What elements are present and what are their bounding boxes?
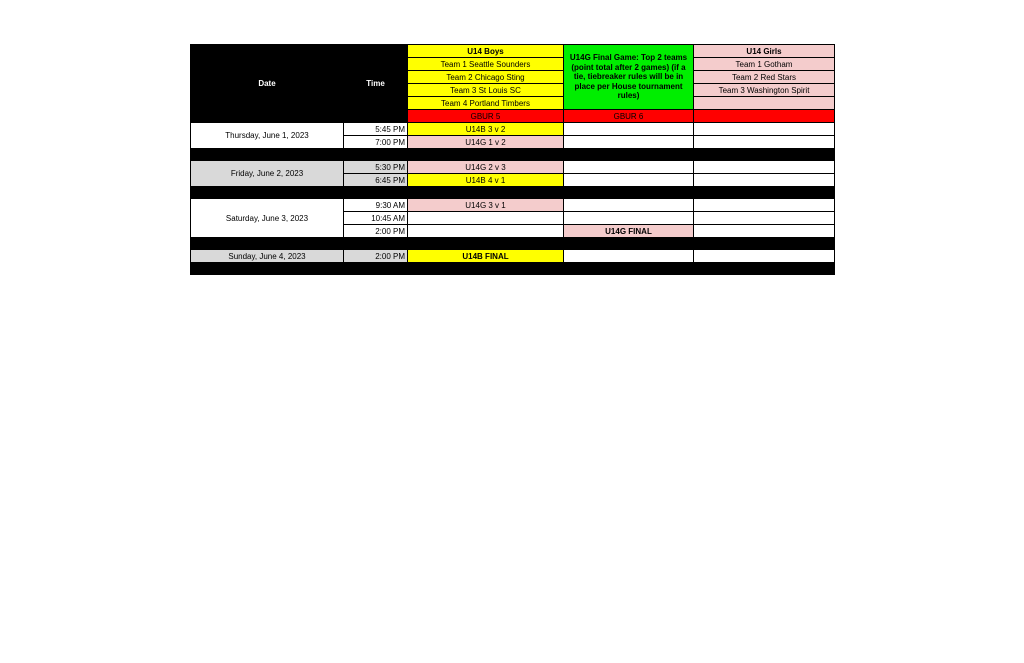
slot-field-3 bbox=[694, 161, 835, 174]
slot-field-3 bbox=[694, 123, 835, 136]
slot-field-2 bbox=[564, 250, 694, 263]
slot-field-1: U14B FINAL bbox=[408, 250, 564, 263]
slot-time: 5:30 PM bbox=[344, 161, 408, 174]
girls-team: Team 2 Red Stars bbox=[694, 71, 835, 84]
schedule-table bbox=[190, 44, 835, 275]
slot-time: 6:45 PM bbox=[344, 174, 408, 187]
day-date: Friday, June 2, 2023 bbox=[191, 161, 344, 187]
field-2-label: GBUR 6 bbox=[564, 110, 694, 123]
field-3-label bbox=[694, 110, 835, 123]
slot-time: 2:00 PM bbox=[344, 250, 408, 263]
slot-field-3 bbox=[694, 212, 835, 225]
final-game-note: U14G Final Game: Top 2 teams (point total after 2 games) (if a tie, tiebreaker rules will be in place per House tournament rules) bbox=[564, 45, 694, 110]
slot-time: 7:00 PM bbox=[344, 136, 408, 149]
day-separator bbox=[191, 149, 835, 161]
day-date: Saturday, June 3, 2023 bbox=[191, 199, 344, 238]
field-1-label: GBUR 5 bbox=[408, 110, 564, 123]
slot-field-1: U14G 3 v 1 bbox=[408, 199, 564, 212]
day-separator bbox=[191, 238, 835, 250]
slot-field-1: U14B 3 v 2 bbox=[408, 123, 564, 136]
boys-team: Team 3 St Louis SC bbox=[408, 84, 564, 97]
slot-field-1: U14B 4 v 1 bbox=[408, 174, 564, 187]
day-date: Sunday, June 4, 2023 bbox=[191, 250, 344, 263]
boys-team: Team 4 Portland Timbers bbox=[408, 97, 564, 110]
girls-team-empty bbox=[694, 97, 835, 110]
slot-field-3 bbox=[694, 174, 835, 187]
slot-field-2 bbox=[564, 161, 694, 174]
girls-team: Team 3 Washington Spirit bbox=[694, 84, 835, 97]
time-header: Time bbox=[344, 45, 408, 123]
slot-field-2: U14G FINAL bbox=[564, 225, 694, 238]
slot-field-1: U14G 1 v 2 bbox=[408, 136, 564, 149]
slot-field-1 bbox=[408, 225, 564, 238]
date-header: Date bbox=[191, 45, 344, 123]
slot-field-1 bbox=[408, 212, 564, 225]
slot-time: 10:45 AM bbox=[344, 212, 408, 225]
slot-field-3 bbox=[694, 199, 835, 212]
girls-title: U14 Girls bbox=[694, 45, 835, 58]
boys-title: U14 Boys bbox=[408, 45, 564, 58]
slot-field-3 bbox=[694, 225, 835, 238]
day-date: Thursday, June 1, 2023 bbox=[191, 123, 344, 149]
slot-field-3 bbox=[694, 136, 835, 149]
slot-field-2 bbox=[564, 174, 694, 187]
day-separator bbox=[191, 187, 835, 199]
slot-time: 2:00 PM bbox=[344, 225, 408, 238]
slot-field-1: U14G 2 v 3 bbox=[408, 161, 564, 174]
slot-field-2 bbox=[564, 123, 694, 136]
girls-team: Team 1 Gotham bbox=[694, 58, 835, 71]
slot-field-2 bbox=[564, 212, 694, 225]
slot-field-2 bbox=[564, 199, 694, 212]
boys-team: Team 2 Chicago Sting bbox=[408, 71, 564, 84]
slot-field-3 bbox=[694, 250, 835, 263]
day-separator bbox=[191, 263, 835, 275]
slot-field-2 bbox=[564, 136, 694, 149]
boys-team: Team 1 Seattle Sounders bbox=[408, 58, 564, 71]
slot-time: 5:45 PM bbox=[344, 123, 408, 136]
slot-time: 9:30 AM bbox=[344, 199, 408, 212]
